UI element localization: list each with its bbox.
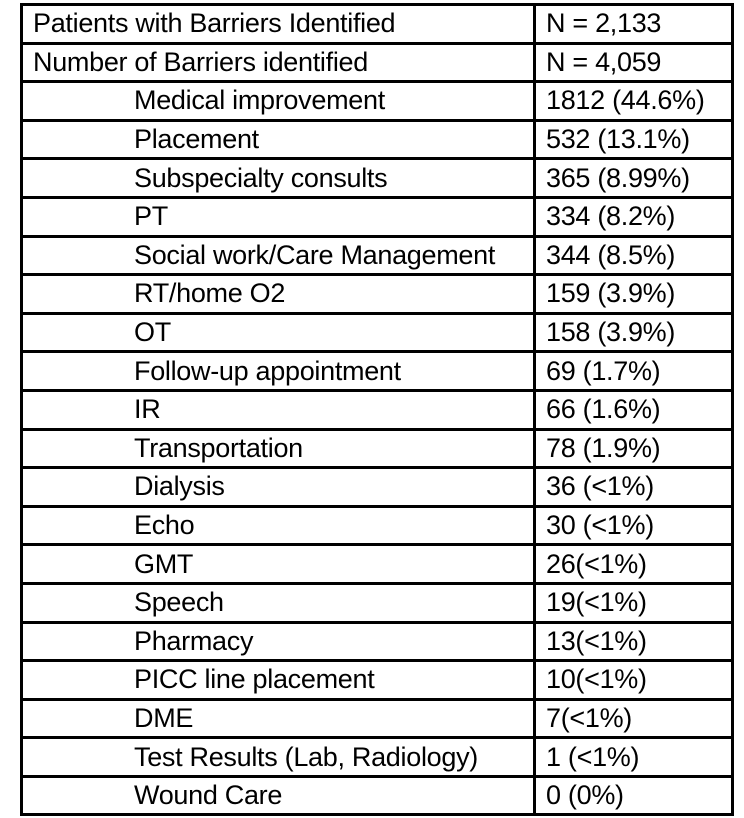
barriers-table — [20, 3, 734, 816]
barrier-label: Pharmacy — [22, 622, 535, 661]
barrier-label: Test Results (Lab, Radiology) — [22, 738, 535, 777]
table-row — [22, 82, 733, 121]
barrier-label: PICC line placement — [22, 661, 535, 700]
barrier-value: 66 (1.6%) — [535, 390, 733, 429]
table-row — [22, 120, 733, 159]
barriers-table-body — [22, 5, 733, 815]
barrier-value: 365 (8.99%) — [535, 159, 733, 198]
barrier-label: IR — [22, 390, 535, 429]
barrier-label: Subspecialty consults — [22, 159, 535, 198]
barrier-value: 159 (3.9%) — [535, 275, 733, 314]
barrier-value: 7(<1%) — [535, 699, 733, 738]
table-row — [22, 275, 733, 314]
barrier-value: 30 (<1%) — [535, 506, 733, 545]
barrier-label: Transportation — [22, 429, 535, 468]
barrier-label: Number of Barriers identified — [22, 43, 535, 82]
barrier-value: 36 (<1%) — [535, 468, 733, 507]
barrier-label: OT — [22, 313, 535, 352]
table-row — [22, 236, 733, 275]
barrier-label: DME — [22, 699, 535, 738]
barrier-value: N = 4,059 — [535, 43, 733, 82]
table-row — [22, 5, 733, 44]
barrier-value: 10(<1%) — [535, 661, 733, 700]
barrier-value: 532 (13.1%) — [535, 120, 733, 159]
table-row — [22, 390, 733, 429]
barrier-label: Patients with Barriers Identified — [22, 5, 535, 44]
barrier-value: 13(<1%) — [535, 622, 733, 661]
table-row — [22, 545, 733, 584]
table-row — [22, 313, 733, 352]
barrier-label: PT — [22, 197, 535, 236]
table-row — [22, 699, 733, 738]
table-row — [22, 468, 733, 507]
barrier-value: 19(<1%) — [535, 583, 733, 622]
table-row — [22, 622, 733, 661]
table-row — [22, 506, 733, 545]
table-row — [22, 159, 733, 198]
table-row — [22, 352, 733, 391]
table-row — [22, 197, 733, 236]
table-row — [22, 661, 733, 700]
barrier-label: Echo — [22, 506, 535, 545]
table-row — [22, 776, 733, 815]
barrier-label: Placement — [22, 120, 535, 159]
barrier-label: Medical improvement — [22, 82, 535, 121]
barrier-value: 344 (8.5%) — [535, 236, 733, 275]
barrier-value: 1812 (44.6%) — [535, 82, 733, 121]
barrier-label: Follow-up appointment — [22, 352, 535, 391]
barrier-label: Speech — [22, 583, 535, 622]
table-row — [22, 738, 733, 777]
barrier-label: Social work/Care Management — [22, 236, 535, 275]
barrier-value: 0 (0%) — [535, 776, 733, 815]
barrier-value: 26(<1%) — [535, 545, 733, 584]
barrier-value: 334 (8.2%) — [535, 197, 733, 236]
barrier-value: 1 (<1%) — [535, 738, 733, 777]
barrier-label: Wound Care — [22, 776, 535, 815]
barrier-value: N = 2,133 — [535, 5, 733, 44]
barrier-value: 69 (1.7%) — [535, 352, 733, 391]
table-row — [22, 583, 733, 622]
barrier-value: 78 (1.9%) — [535, 429, 733, 468]
table-row — [22, 43, 733, 82]
table-row — [22, 429, 733, 468]
barrier-label: RT/home O2 — [22, 275, 535, 314]
barrier-label: GMT — [22, 545, 535, 584]
barrier-value: 158 (3.9%) — [535, 313, 733, 352]
barrier-label: Dialysis — [22, 468, 535, 507]
